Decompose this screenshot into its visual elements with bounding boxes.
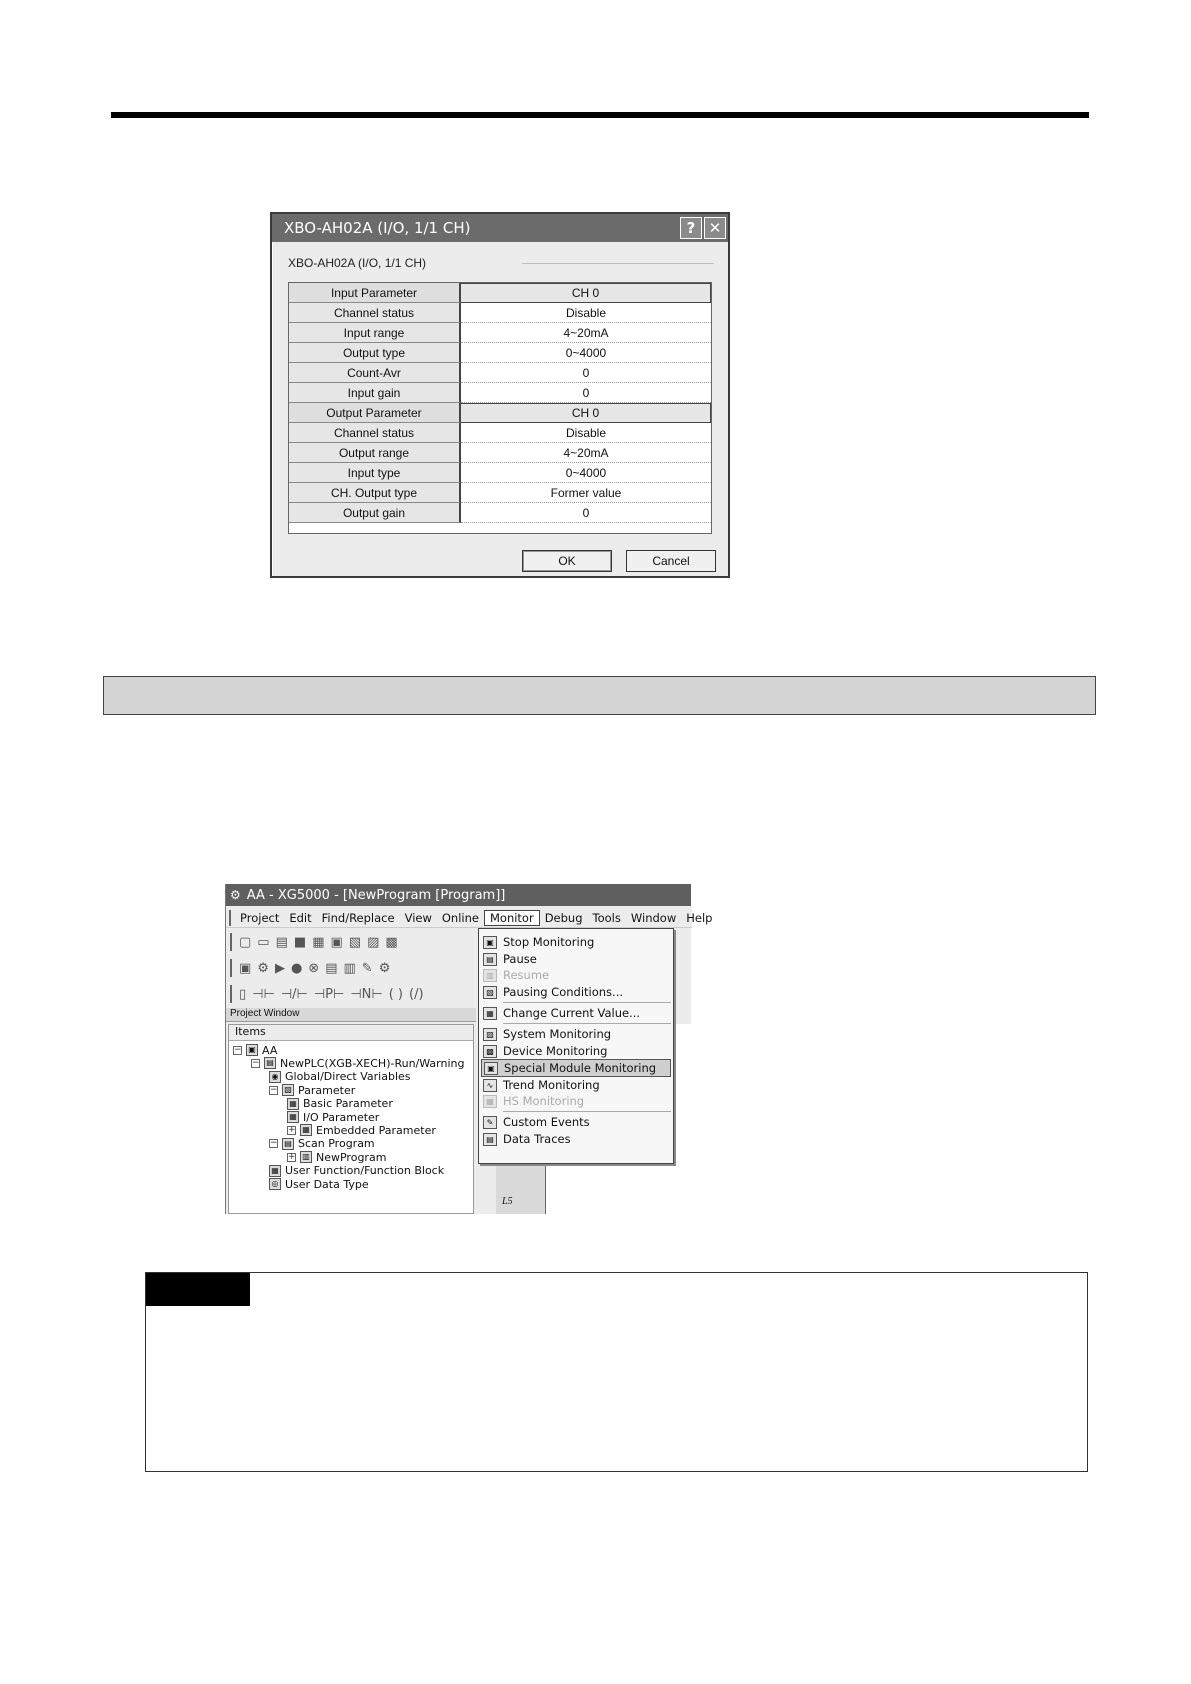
parameter-value[interactable]: 0~4000 (461, 463, 711, 483)
tree-column-header: Items (229, 1025, 473, 1041)
menu-online[interactable]: Online (441, 910, 479, 925)
coil-icon[interactable]: ( ) (388, 986, 403, 1002)
module-parameter-dialog (270, 212, 730, 578)
parameter-header-row (289, 283, 711, 303)
parameter-label: Output type (289, 343, 461, 363)
tree-node[interactable] (269, 1177, 369, 1191)
menu-item-label: Custom Events (503, 1115, 590, 1129)
menu-monitor[interactable]: Monitor (484, 910, 540, 926)
parameter-value[interactable]: 0~4000 (461, 343, 711, 363)
cancel-run-icon[interactable]: ⊗ (308, 960, 320, 976)
read-icon[interactable]: ▥ (343, 960, 356, 976)
tree-node-icon: ▥ (300, 1151, 312, 1163)
ladder-line-label: L5 (502, 1196, 513, 1207)
tree-node[interactable] (269, 1137, 375, 1151)
parameter-value[interactable]: 0 (461, 503, 711, 523)
menu-item-pausing-conditions[interactable] (481, 983, 671, 1001)
menu-item-icon: ▤ (483, 1133, 497, 1146)
write-icon[interactable]: ▤ (325, 960, 338, 976)
tree-node-icon: ▦ (287, 1098, 299, 1110)
contact-nc-icon[interactable]: ⊣/⊢ (280, 986, 308, 1002)
cancel-button[interactable]: Cancel (626, 550, 716, 572)
menubar-grip (229, 910, 231, 926)
help-icon[interactable]: ? (680, 217, 702, 239)
tree-node-icon: ▤ (282, 1138, 294, 1150)
menu-help[interactable]: Help (686, 910, 713, 925)
menu-item-icon: ✎ (483, 1116, 497, 1129)
menu-item-icon: ▤ (483, 953, 497, 966)
section-header-bar (103, 676, 1096, 715)
contact-n-icon[interactable]: ⊣N⊢ (350, 986, 383, 1002)
parameter-label: Input range (289, 323, 461, 343)
tree-node-label: NewProgram (316, 1150, 387, 1164)
contact-no-icon[interactable]: ⊣⊢ (252, 986, 275, 1002)
expand-icon[interactable]: + (288, 1151, 296, 1162)
parameter-row[interactable] (289, 463, 711, 483)
menu-separator (503, 1111, 671, 1112)
tree-node-icon: ▦ (287, 1111, 299, 1123)
open-icon[interactable]: ▭ (257, 934, 270, 950)
parameter-row[interactable] (289, 423, 711, 443)
collapse-icon[interactable]: − (270, 1138, 278, 1149)
parameter-value[interactable]: 0 (461, 383, 711, 403)
tree-node-icon: ▤ (264, 1057, 276, 1069)
tree-node[interactable] (233, 1043, 277, 1057)
expand-icon[interactable]: + (288, 1124, 296, 1135)
ok-button[interactable]: OK (522, 550, 612, 572)
toolbar-grip (230, 985, 233, 1003)
network-icon[interactable]: ⚙ (257, 960, 269, 976)
parameter-row[interactable] (289, 343, 711, 363)
tree-node-label: Scan Program (298, 1137, 375, 1151)
menu-item-label: Pause (503, 952, 537, 966)
caption-divider (522, 263, 714, 264)
parameter-value[interactable]: Disable (461, 423, 711, 443)
parameter-value[interactable]: Former value (461, 483, 711, 503)
menu-item-icon: ▦ (483, 1007, 497, 1020)
menu-item-system-monitoring[interactable] (481, 1025, 671, 1043)
menu-item-stop-monitoring[interactable] (481, 933, 671, 951)
app-gear-icon: ⚙ (230, 888, 241, 902)
note-box (145, 1272, 1088, 1472)
new-file-icon[interactable]: ▢ (239, 934, 252, 950)
menu-item-custom-events[interactable] (481, 1113, 671, 1131)
dialog-titlebar (272, 214, 728, 242)
menu-item-special-module-monitoring[interactable] (481, 1059, 671, 1077)
note-tab (146, 1273, 250, 1306)
tree-node-icon: ◉ (269, 1071, 281, 1083)
dialog-caption: XBO-AH02A (I/O, 1/1 CH) (288, 256, 427, 270)
parameter-value[interactable]: 0 (461, 363, 711, 383)
collapse-icon[interactable]: − (234, 1044, 242, 1055)
esc-icon[interactable]: ▯ (239, 986, 247, 1002)
project-icon[interactable]: ▣ (330, 934, 343, 950)
parameter-row[interactable] (289, 383, 711, 403)
tree-node-label: Parameter (298, 1083, 356, 1097)
menu-item-device-monitoring[interactable] (481, 1042, 671, 1060)
menu-tools[interactable]: Tools (592, 910, 621, 925)
tree-node-icon: ▦ (269, 1165, 281, 1177)
channel-header: CH 0 (461, 283, 711, 303)
parameter-row[interactable] (289, 443, 711, 463)
open-project-icon[interactable]: ▤ (275, 934, 288, 950)
menu-item-label: Special Module Monitoring (504, 1061, 657, 1075)
print-icon[interactable]: ▦ (312, 934, 325, 950)
coil-nc-icon[interactable]: (/) (409, 986, 424, 1002)
menu-item-label: Data Traces (503, 1132, 571, 1146)
top-rule (111, 112, 1089, 118)
menu-separator (503, 1002, 671, 1003)
close-icon[interactable]: ✕ (704, 217, 726, 239)
menu-view[interactable]: View (404, 910, 432, 925)
tree-node[interactable] (269, 1070, 411, 1084)
monitor-start-icon[interactable]: ▣ (239, 960, 252, 976)
parameter-label: CH. Output type (289, 483, 461, 503)
tree-node[interactable] (287, 1150, 386, 1164)
menu-item-label: Trend Monitoring (503, 1078, 600, 1092)
parameter-value[interactable]: 4~20mA (461, 323, 711, 343)
parameter-label: Count-Avr (289, 363, 461, 383)
parameter-row[interactable] (289, 323, 711, 343)
xg5000-window (225, 884, 713, 1214)
tree-node-label: Basic Parameter (303, 1097, 393, 1111)
parameter-label: Output Parameter (289, 403, 461, 423)
parameter-label: Channel status (289, 423, 461, 443)
menu-item-icon: ▥ (483, 969, 497, 982)
contact-p-icon[interactable]: ⊣P⊢ (313, 986, 345, 1002)
menu-item-icon: ▧ (483, 986, 497, 999)
collapse-icon[interactable]: − (252, 1057, 260, 1068)
save-icon[interactable]: ■ (293, 934, 307, 950)
parameter-label: Input gain (289, 383, 461, 403)
compile-icon[interactable]: ⚙ (378, 960, 391, 976)
tree-node-label: User Function/Function Block (285, 1164, 445, 1178)
menu-window[interactable]: Window (630, 910, 677, 925)
tree-node-icon: ▣ (246, 1044, 258, 1056)
toolbar-grip (230, 959, 233, 977)
tree-node-label: AA (262, 1043, 278, 1057)
tree-node-label: User Data Type (285, 1177, 369, 1191)
parameter-label: Input Parameter (289, 283, 461, 303)
menu-item-icon: ∿ (483, 1079, 497, 1092)
menu-item-icon: ▦ (483, 1095, 497, 1108)
parameter-value[interactable]: 4~20mA (461, 443, 711, 463)
menu-item-icon: ▨ (483, 1028, 497, 1041)
channel-header: CH 0 (461, 403, 711, 423)
collapse-icon[interactable]: − (270, 1084, 278, 1095)
tree-node-label: Embedded Parameter (316, 1123, 436, 1137)
menu-item-label: Change Current Value... (503, 1006, 641, 1020)
parameter-value[interactable]: Disable (461, 303, 711, 323)
menu-item-label: Resume (503, 968, 550, 982)
tree-node-label: I/O Parameter (303, 1110, 380, 1124)
tree-node-icon: ▦ (300, 1124, 312, 1136)
parameter-header-row (289, 403, 711, 423)
monitor-menu-dropdown (478, 928, 674, 1164)
menu-item-data-traces[interactable] (481, 1130, 671, 1148)
tree-node-icon: ▧ (282, 1084, 294, 1096)
project-tree (228, 1024, 474, 1214)
menu-item-label: System Monitoring (503, 1027, 612, 1041)
parameter-label: Output range (289, 443, 461, 463)
app-title: AA - XG5000 - [NewProgram [Program]] (246, 887, 506, 903)
menu-bar (226, 908, 713, 928)
plc-icon[interactable]: ▩ (385, 934, 398, 950)
parameter-row[interactable] (289, 363, 711, 383)
tree-node[interactable] (287, 1097, 393, 1111)
dialog-title: XBO-AH02A (I/O, 1/1 CH) (284, 219, 471, 237)
tree-node-label: Global/Direct Variables (285, 1070, 411, 1084)
parameter-label: Channel status (289, 303, 461, 323)
menu-separator (503, 1023, 671, 1024)
tree-node[interactable] (269, 1164, 444, 1178)
edit-icon[interactable]: ✎ (361, 960, 373, 976)
parameter-grid (288, 282, 712, 534)
menu-item-icon: ▣ (484, 1062, 498, 1075)
menu-project[interactable]: Project (240, 910, 280, 925)
menu-item-hs-monitoring[interactable] (481, 1092, 671, 1110)
parameter-label: Output gain (289, 503, 461, 523)
menu-item-change-current-value[interactable] (481, 1004, 671, 1022)
menu-item-label: Stop Monitoring (503, 935, 595, 949)
link-icon[interactable]: ▨ (367, 934, 380, 950)
menu-item-label: Device Monitoring (503, 1044, 608, 1058)
menu-item-icon: ▣ (483, 936, 497, 949)
project-window-header: Project Window (226, 1008, 476, 1022)
toolbar-grip (230, 933, 233, 951)
menu-item-icon: ▩ (483, 1045, 497, 1058)
menu-debug[interactable]: Debug (544, 910, 583, 925)
menu-find-replace[interactable]: Find/Replace (321, 910, 395, 925)
stop-icon[interactable]: ● (290, 960, 303, 976)
parameter-row[interactable] (289, 303, 711, 323)
parameter-row[interactable] (289, 503, 711, 523)
app-titlebar (226, 884, 691, 906)
menu-edit[interactable]: Edit (289, 910, 312, 925)
tree-node[interactable] (269, 1083, 355, 1097)
connect-icon[interactable]: ▧ (348, 934, 362, 950)
menu-item-label: Pausing Conditions... (503, 985, 624, 999)
run-icon[interactable]: ▶ (274, 960, 285, 976)
tree-node-label: NewPLC(XGB-XECH)-Run/Warning (280, 1056, 465, 1070)
tree-node[interactable] (287, 1110, 379, 1124)
parameter-row[interactable] (289, 483, 711, 503)
tree-node-icon: ◎ (269, 1178, 281, 1190)
tree-node[interactable] (287, 1123, 436, 1137)
menu-item-resume[interactable] (481, 966, 671, 984)
tree-node[interactable] (251, 1056, 464, 1070)
menu-item-label: HS Monitoring (503, 1094, 585, 1108)
parameter-label: Input type (289, 463, 461, 483)
